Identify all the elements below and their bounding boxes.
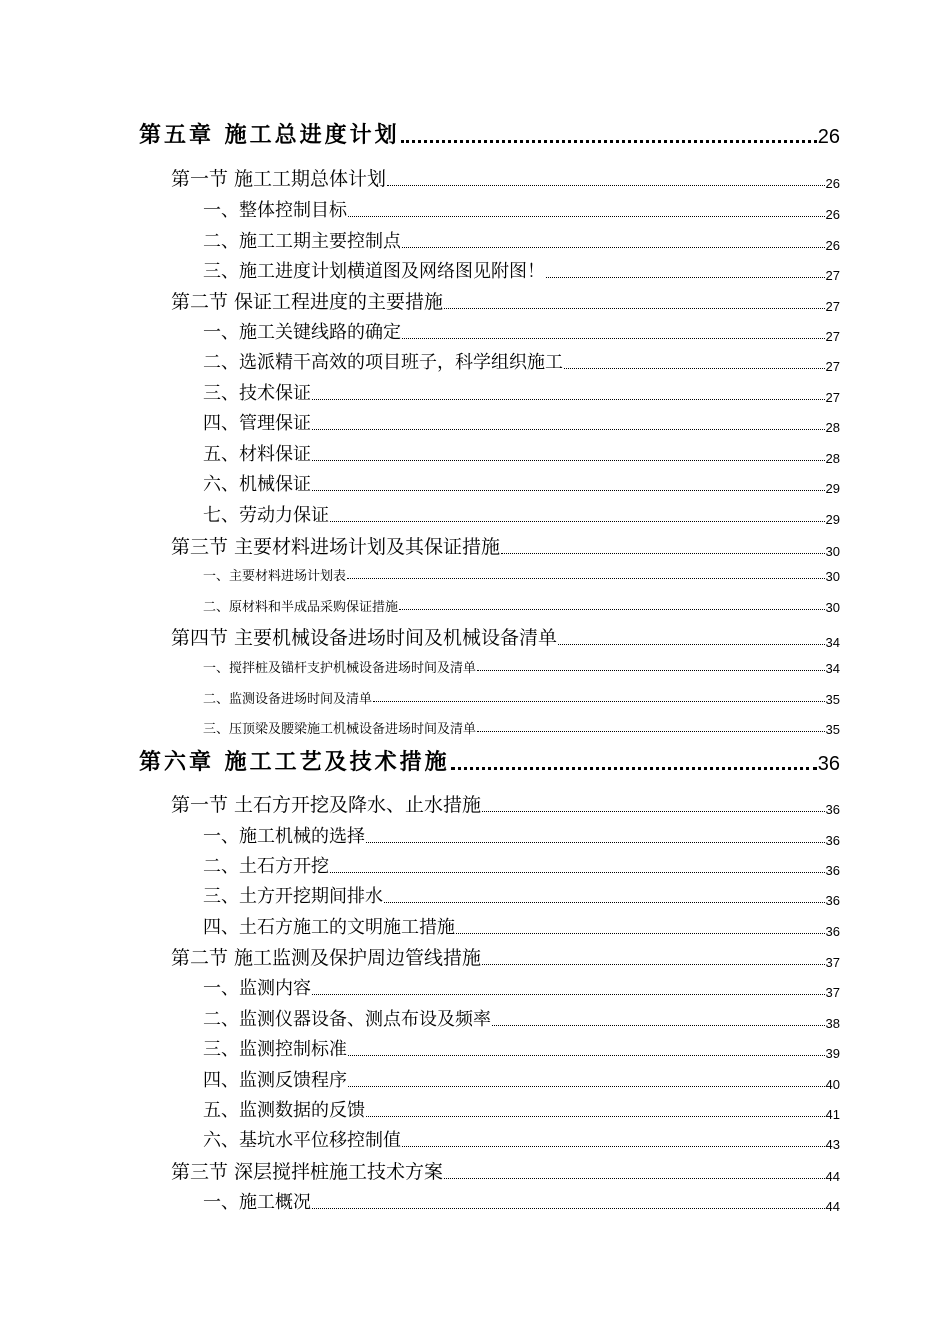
- toc-entry-title: 一、施工机械的选择: [203, 826, 365, 847]
- toc-entry-title: 第一节 土石方开挖及降水、止水措施: [171, 794, 482, 816]
- toc-entry-item[interactable]: [203, 379, 840, 405]
- toc-entry-title: 第四节 主要机械设备进场时间及机械设备清单: [171, 627, 558, 649]
- dot-leader: [366, 842, 825, 843]
- toc-entry-title: 第二节 施工监测及保护周边管线措施: [171, 947, 482, 969]
- dot-leader: [384, 902, 825, 903]
- dot-leader: [312, 429, 825, 430]
- toc-entry-page: 28: [825, 420, 840, 435]
- toc-entry-title: 四、监测反馈程序: [203, 1070, 347, 1091]
- toc-entry-chapter[interactable]: [139, 118, 840, 149]
- toc-entry-title: 三、压顶梁及腰梁施工机械设备进场时间及清单: [203, 722, 477, 737]
- dot-leader: [348, 1086, 825, 1087]
- toc-entry-page: 27: [825, 359, 840, 374]
- toc-entry-section[interactable]: [171, 623, 840, 650]
- toc-entry-page: 35: [825, 722, 840, 737]
- toc-entry-page: 36: [825, 924, 840, 939]
- toc-entry-title: 六、机械保证: [203, 474, 311, 495]
- toc-entry-page: 29: [825, 512, 840, 527]
- toc-entry-title: 二、监测设备进场时间及清单: [203, 692, 373, 707]
- dot-leader: [330, 521, 825, 522]
- toc-entry-item[interactable]: [203, 1096, 840, 1122]
- toc-entry-item[interactable]: [203, 409, 840, 435]
- toc-entry-item[interactable]: [203, 501, 840, 527]
- toc-entry-item[interactable]: [203, 1005, 840, 1031]
- toc-entry-page: 28: [825, 451, 840, 466]
- toc-entry-title: 第一节 施工工期总体计划: [171, 168, 387, 190]
- toc-entry-title: 三、施工进度计划横道图及网络图见附图！: [203, 261, 545, 282]
- toc-entry-page: 30: [825, 600, 840, 615]
- toc-entry-item[interactable]: [203, 1066, 840, 1092]
- toc-entry-title: 五、材料保证: [203, 444, 311, 465]
- dot-leader: [366, 1116, 825, 1117]
- toc-entry-title: 第二节 保证工程进度的主要措施: [171, 291, 444, 313]
- toc-entry-page: 43: [825, 1137, 840, 1152]
- toc-entry-page: 34: [825, 635, 840, 650]
- toc-entry-title: 第三节 主要材料进场计划及其保证措施: [171, 536, 501, 558]
- toc-entry-section[interactable]: [171, 532, 840, 559]
- toc-entry-title: 四、管理保证: [203, 413, 311, 434]
- toc-entry-item[interactable]: [203, 718, 840, 737]
- toc-entry-item[interactable]: [203, 974, 840, 1000]
- toc-entry-item[interactable]: [203, 596, 840, 615]
- toc-entry-title: 二、土石方开挖: [203, 856, 329, 877]
- toc-entry-page: 26: [817, 126, 840, 148]
- toc-entry-page: 26: [825, 207, 840, 222]
- toc-entry-title: 一、整体控制目标: [203, 200, 347, 221]
- toc-entry-page: 27: [825, 329, 840, 344]
- dot-leader: [402, 1146, 825, 1147]
- toc-entry-title: 六、基坑水平位移控制值: [203, 1130, 401, 1151]
- dot-leader: [456, 933, 825, 934]
- toc-entry-item[interactable]: [203, 822, 840, 848]
- dot-leader: [482, 811, 824, 812]
- dot-leader: [402, 338, 825, 339]
- toc-entry-title: 二、监测仪器设备、测点布设及频率: [203, 1009, 491, 1030]
- dot-leader: [546, 277, 825, 278]
- toc-entry-page: 40: [825, 1077, 840, 1092]
- toc-entry-section[interactable]: [171, 164, 840, 191]
- toc-entry-page: 30: [825, 569, 840, 584]
- toc-entry-item[interactable]: [203, 913, 840, 939]
- toc-entry-page: 29: [825, 481, 840, 496]
- toc-entry-title: 二、施工工期主要控制点: [203, 231, 401, 252]
- dot-leader: [477, 731, 825, 732]
- toc-entry-page: 36: [825, 833, 840, 848]
- toc-entry-item[interactable]: [203, 227, 840, 253]
- dot-leader: [402, 247, 825, 248]
- dot-leader: [312, 1208, 825, 1209]
- dot-leader: [451, 767, 817, 770]
- toc-entry-item[interactable]: [203, 1035, 840, 1061]
- toc-entry-chapter[interactable]: [139, 745, 840, 776]
- dot-leader: [558, 644, 824, 645]
- dot-leader: [312, 399, 825, 400]
- toc-entry-title: 一、监测内容: [203, 978, 311, 999]
- toc-entry-section[interactable]: [171, 287, 840, 314]
- toc-entry-title: 五、监测数据的反馈: [203, 1100, 365, 1121]
- toc-entry-section[interactable]: [171, 943, 840, 970]
- toc-entry-page: 39: [825, 1046, 840, 1061]
- toc-entry-page: 27: [825, 268, 840, 283]
- toc-entry-item[interactable]: [203, 1188, 840, 1214]
- toc-entry-item[interactable]: [203, 440, 840, 466]
- toc-entry-page: 36: [817, 753, 840, 775]
- toc-entry-item[interactable]: [203, 882, 840, 908]
- dot-leader: [564, 368, 825, 369]
- toc-entry-page: 27: [825, 299, 840, 314]
- dot-leader: [401, 140, 817, 143]
- toc-entry-section[interactable]: [171, 790, 840, 817]
- toc-entry-item[interactable]: [203, 257, 840, 283]
- toc-entry-item[interactable]: [203, 852, 840, 878]
- toc-entry-page: 34: [825, 661, 840, 676]
- toc-entry-title: 三、监测控制标准: [203, 1039, 347, 1060]
- dot-leader: [348, 1055, 825, 1056]
- toc-entry-page: 37: [825, 985, 840, 1000]
- toc-entry-item[interactable]: [203, 348, 840, 374]
- toc-entry-title: 四、土石方施工的文明施工措施: [203, 917, 455, 938]
- toc-entry-page: 36: [825, 893, 840, 908]
- dot-leader: [444, 308, 824, 309]
- toc-entry-page: 38: [825, 1016, 840, 1031]
- toc-entry-title: 一、搅拌桩及锚杆支护机械设备进场时间及清单: [203, 661, 477, 676]
- toc-entry-item[interactable]: [203, 1126, 840, 1152]
- dot-leader: [312, 460, 825, 461]
- toc-entry-item[interactable]: [203, 196, 840, 222]
- toc-entry-title: 一、主要材料进场计划表: [203, 569, 347, 584]
- toc-entry-page: 30: [825, 544, 840, 559]
- dot-leader: [501, 553, 824, 554]
- dot-leader: [347, 578, 825, 579]
- toc-entry-title: 第六章 施工工艺及技术措施: [139, 750, 450, 775]
- dot-leader: [373, 701, 825, 702]
- toc-entry-page: 36: [825, 863, 840, 878]
- toc-entry-item[interactable]: [203, 470, 840, 496]
- dot-leader: [444, 1178, 824, 1179]
- toc-entry-page: 37: [825, 955, 840, 970]
- toc-entry-item[interactable]: [203, 318, 840, 344]
- toc-entry-page: 36: [825, 802, 840, 817]
- dot-leader: [477, 670, 825, 671]
- toc-entry-title: 二、原材料和半成品采购保证措施: [203, 600, 399, 615]
- dot-leader: [348, 216, 825, 217]
- toc-entry-page: 41: [825, 1107, 840, 1122]
- toc-entry-page: 35: [825, 692, 840, 707]
- toc-entry-item[interactable]: [203, 688, 840, 707]
- dot-leader: [399, 609, 825, 610]
- toc-entry-item[interactable]: [203, 657, 840, 676]
- dot-leader: [330, 872, 825, 873]
- toc-entry-title: 第三节 深层搅拌桩施工技术方案: [171, 1161, 444, 1183]
- toc-entry-page: 44: [825, 1199, 840, 1214]
- toc-entry-page: 44: [825, 1169, 840, 1184]
- dot-leader: [312, 490, 825, 491]
- dot-leader: [482, 964, 824, 965]
- toc-entry-title: 一、施工关键线路的确定: [203, 322, 401, 343]
- toc-entry-title: 三、土方开挖期间排水: [203, 886, 383, 907]
- toc-entry-title: 二、选派精干高效的项目班子，科学组织施工: [203, 352, 563, 373]
- toc-entry-section[interactable]: [171, 1157, 840, 1184]
- toc-entry-title: 三、技术保证: [203, 383, 311, 404]
- toc-entry-item[interactable]: [203, 565, 840, 584]
- toc-entry-page: 26: [825, 238, 840, 253]
- toc-entry-page: 26: [825, 176, 840, 191]
- dot-leader: [312, 994, 825, 995]
- toc-entry-title: 一、施工概况: [203, 1192, 311, 1213]
- toc-entry-page: 27: [825, 390, 840, 405]
- toc-entry-title: 第五章 施工总进度计划: [139, 123, 400, 148]
- dot-leader: [492, 1025, 825, 1026]
- toc-entry-title: 七、劳动力保证: [203, 505, 329, 526]
- dot-leader: [387, 185, 824, 186]
